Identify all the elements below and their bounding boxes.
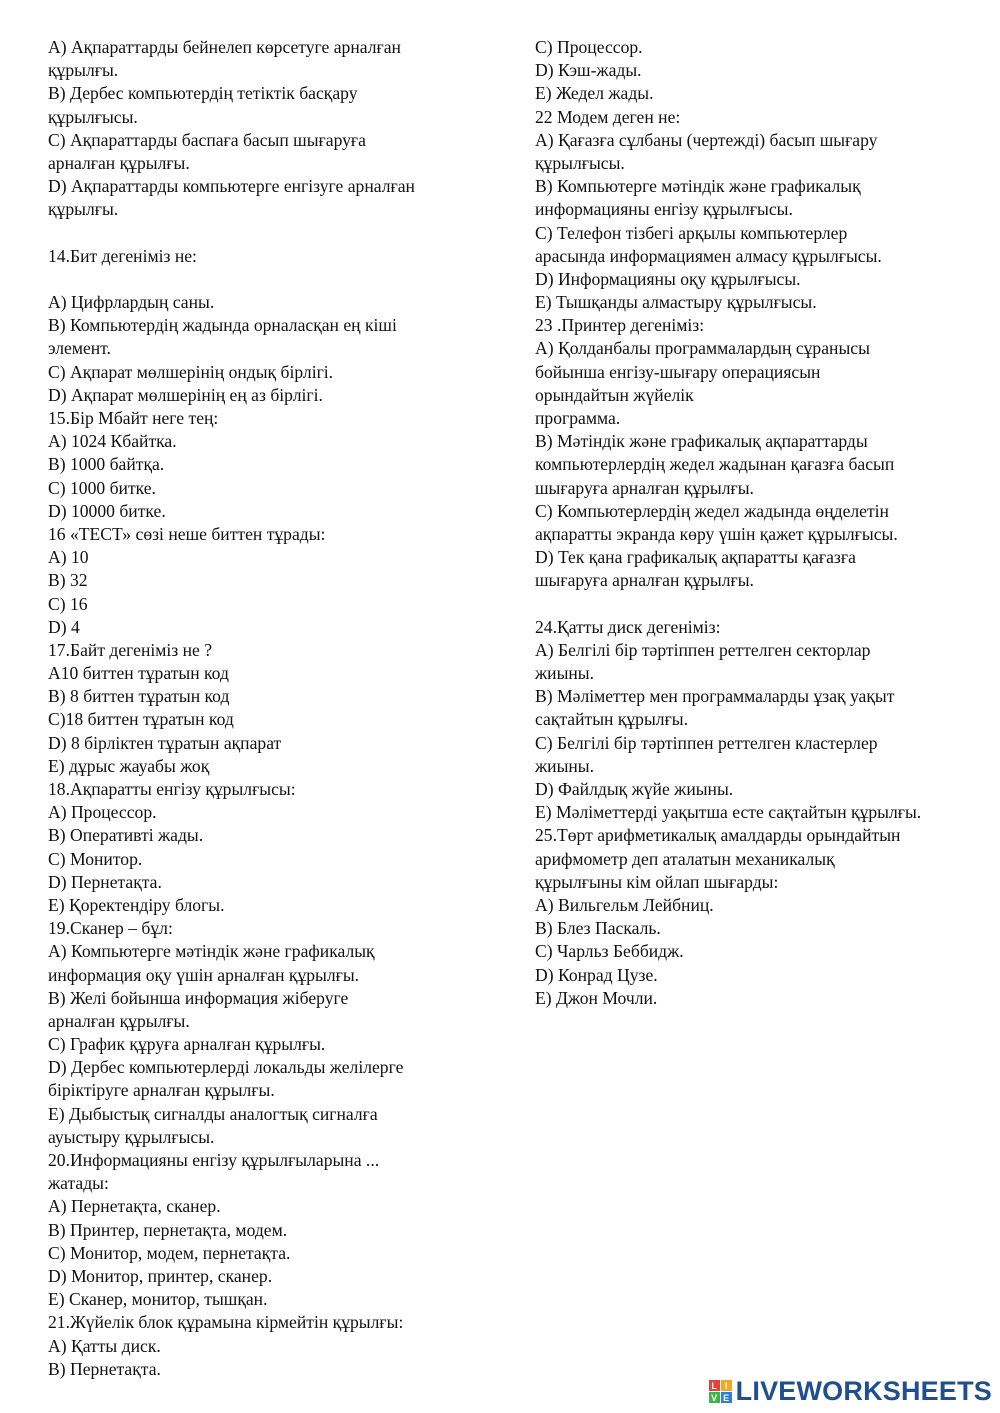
text-line: сақтайтын құрылғы. [535,709,689,730]
text-line: 16 «ТЕСТ» сөзі неше биттен тұрады: [48,523,326,544]
text-line: құрылғыны кім ойлап шығарды: [535,871,779,892]
text-line: ауыстыру құрылғысы. [48,1126,215,1147]
text-line: арасында информациямен алмасу құрылғысы. [535,245,882,266]
text-line: B) Мәтіндік және графикалық ақпараттарды [535,431,868,452]
text-line: A10 биттен тұратын код [48,663,229,684]
text-line: 15.Бір Мбайт неге тең: [48,408,219,428]
text-line: D) Кэш-жады. [535,60,642,81]
text-line: D) Тек қана графикалық ақпаратты қағазға [535,547,856,568]
brand-name: LIVEWORKSHEETS [735,1376,992,1406]
text-line: C) Процессор. [535,37,643,57]
text-line: E) дұрыс жауабы жоқ [48,755,210,776]
text-line: 14.Бит дегеніміз не: [48,245,197,266]
text-line: A) Қағазға сұлбаны (чертежді) басып шығару [535,129,878,150]
text-line: шығаруға арналған құрылғы. [535,477,754,498]
logo-mark-icon [709,1380,732,1403]
text-line: E) Мәліметтерді уақытша есте сақтайтын құрылғы. [535,802,922,823]
text-line: арналған құрылғы. [48,152,190,173]
right-column [535,36,975,1010]
text-line: C) Чарльз Беббидж. [535,941,684,962]
text-line: A) 10 [48,547,89,568]
text-line: C) 16 [48,593,88,614]
text-line: C) Компьютерлердің жедел жадында өңделетін [535,500,889,521]
text-line: D) 4 [48,616,80,637]
text-line: C) Монитор, модем, пернетақта. [48,1242,291,1263]
text-line: A) Қолданбалы программалардың сұранысы [535,338,870,359]
text-line: B) Пернетақта. [48,1358,161,1379]
text-line: B) Принтер, пернетақта, модем. [48,1219,288,1240]
text-line: D) 10000 битке. [48,500,166,521]
text-line: E) Дыбыстық сигналды аналогтық сигналға [48,1103,378,1124]
blank-line [535,593,975,616]
text-line: C) Монитор. [48,848,143,869]
text-line: біріктіруге арналған құрылғы. [48,1080,275,1101]
text-line: B) Желі бойынша информация жіберуге [48,987,349,1008]
blank-line [48,222,488,245]
text-line: жатады: [48,1173,109,1194]
text-line: ақпаратты экранда көру үшін қажет құрылғысы. [535,523,898,544]
text-line: E) Тышқанды алмастыру құрылғысы. [535,292,817,313]
text-line: 23 .Принтер дегеніміз: [535,315,705,336]
text-line: арналған құрылғы. [48,1010,190,1031]
text-line: B) Компьютердің жадында орналасқан ең кіші [48,315,397,336]
blank-line [48,268,488,291]
text-line: шығаруға арналған құрылғы. [535,570,754,591]
text-line: E) Сканер, монитор, тышқан. [48,1289,268,1310]
text-line: жиыны. [535,663,595,684]
text-line: 21.Жүйелік блок құрамына кірмейтін құрылғы: [48,1312,404,1333]
text-line: B) 32 [48,570,88,591]
text-line: A) Қатты диск. [48,1335,161,1356]
text-line: D) Пернетақта. [48,871,162,892]
text-line: D) Конрад Цузе. [535,964,658,985]
logo-letter: V [709,1392,720,1403]
text-line: D) Ақпарат мөлшерінің ең аз бірлігі. [48,384,323,405]
text-line: A) Белгілі бір тәртіппен реттелген секторлар [535,639,871,660]
text-line: 20.Информацияны енгізу құрылғыларына ... [48,1150,380,1170]
text-line: орындайтын жүйелік [535,384,694,405]
text-line: C) Телефон тізбегі арқылы компьютерлер [535,222,848,243]
text-line: D) Информацияны оқу құрылғысы. [535,268,801,289]
text-line: C) Белгілі бір тәртіппен реттелген кластерлер [535,732,878,753]
text-line: D) Ақпараттарды компьютерге енгізуге арналған [48,176,415,197]
text-line: информация оқу үшін арналған құрылғы. [48,964,360,985]
text-line: D) Дербес компьютерлерді локальды желілерге [48,1057,404,1078]
text-line: 25.Төрт арифметикалық амалдарды орындайтын [535,825,901,846]
text-line: арифмометр деп аталатын механикалық [535,848,835,869]
text-line: бойынша енгізу-шығару операциясын [535,361,821,382]
text-line: B) 1000 байтқа. [48,454,165,475]
text-line: C) График құруға арналған құрылғы. [48,1034,326,1055]
text-line: жиыны. [535,755,595,776]
text-line: B) Блез Паскаль. [535,918,661,939]
text-line: құрылғы. [48,199,119,220]
liveworksheets-logo [709,1376,992,1407]
text-line: D) Файлдық жүйе жиыны. [535,779,734,799]
text-line: 19.Сканер – бұл: [48,918,173,939]
text-line: D) 8 бірліктен тұратын ақпарат [48,732,282,753]
text-line: құрылғысы. [535,152,625,173]
text-line: элемент. [48,338,111,359]
text-line: құрылғысы. [48,106,138,127]
text-line: 22 Модем деген не: [535,106,681,127]
text-line: B) Мәліметтер мен программаларды ұзақ уақыт [535,686,895,707]
text-line: E) Джон Мочли. [535,987,658,1008]
text-line: программа. [535,408,621,428]
text-line: B) Компьютерге мәтіндік және графикалық [535,176,861,197]
text-line: A) Компьютерге мәтіндік және графикалық [48,941,375,962]
text-line: A) 1024 Кбайтка. [48,431,177,452]
text-line: 24.Қатты диск дегеніміз: [535,616,721,637]
text-line: C) Ақпарат мөлшерінің ондық бірлігі. [48,361,334,382]
text-line: информацияны енгізу құрылғысы. [535,199,793,220]
text-line: A) Ақпараттарды бейнелеп көрсетуге арналған [48,37,401,57]
text-line: D) Монитор, принтер, сканер. [48,1265,273,1286]
text-line: 17.Байт дегеніміз не ? [48,639,213,660]
logo-letter: L [709,1380,720,1391]
text-line: B) 8 биттен тұратын код [48,686,230,707]
text-line: C) 1000 битке. [48,477,156,498]
text-line: компьютерлердің жедел жадынан қағазға басып [535,454,895,475]
text-line: A) Цифрлардың саны. [48,292,215,313]
text-line: C)18 биттен тұратын код [48,709,234,730]
text-line: E) Жедел жады. [535,83,654,104]
text-line: E) Қоректендіру блогы. [48,894,225,915]
text-line: 18.Ақпаратты енгізу құрылғысы: [48,779,296,799]
text-line: B) Оперативті жады. [48,825,204,846]
text-line: A) Вильгельм Лейбниц. [535,894,714,915]
text-line: B) Дербес компьютердің тетіктік басқару [48,83,358,104]
logo-letter: I [721,1380,732,1391]
text-line: A) Пернетақта, сканер. [48,1196,221,1217]
text-line: құрылғы. [48,60,119,81]
left-column [48,36,488,1381]
text-line: A) Процессор. [48,802,157,823]
logo-letter: E [721,1392,732,1403]
text-line: C) Ақпараттарды баспаға басып шығаруға [48,129,366,150]
